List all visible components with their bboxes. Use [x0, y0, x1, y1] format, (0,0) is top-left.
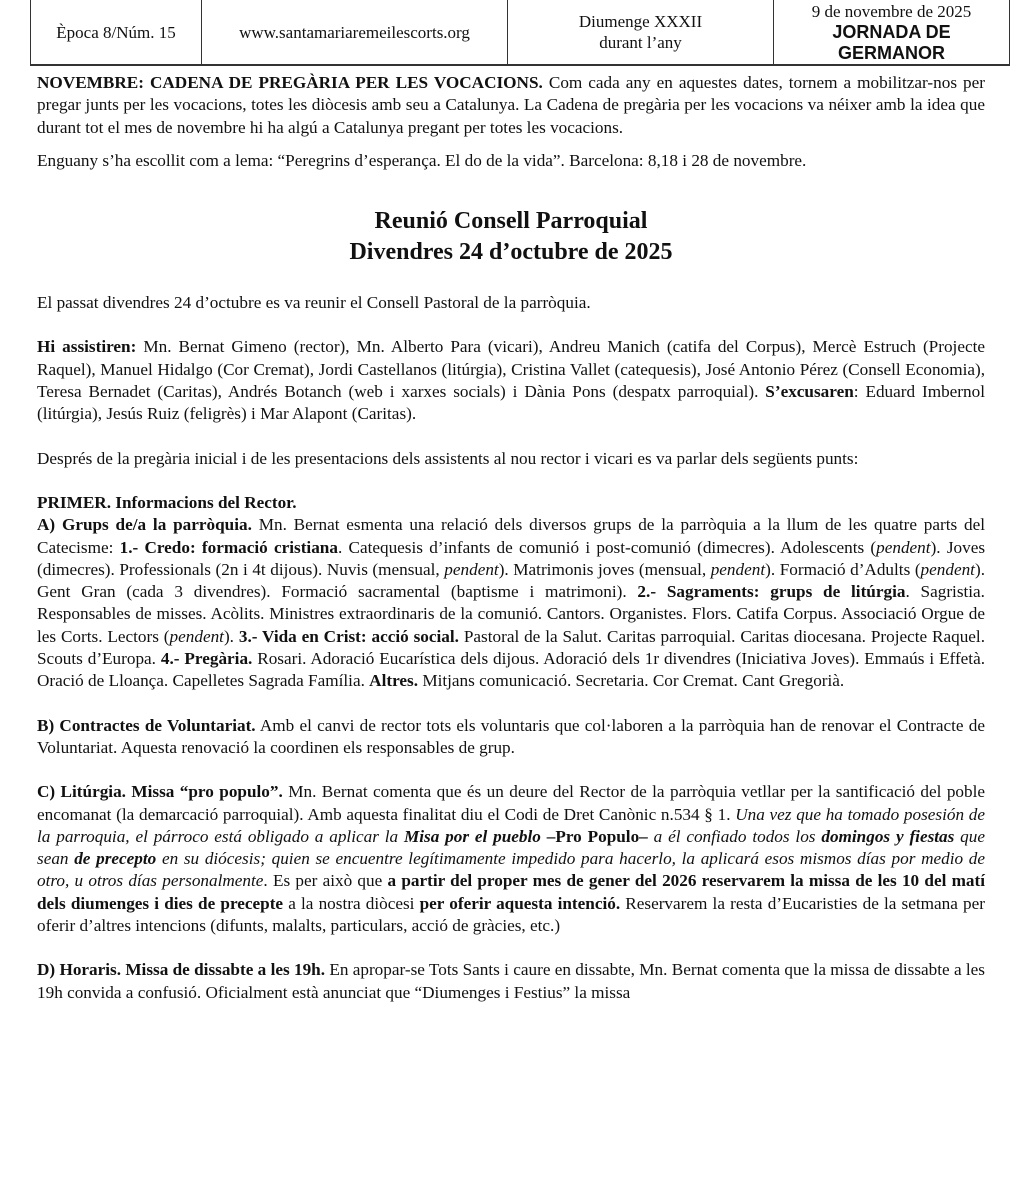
- bold-text-run: Hi assistiren:: [37, 337, 137, 357]
- italic-text-run: que sean: [37, 826, 985, 869]
- text-run: Mn. Bernat comenta que és un deure del Rector de la parròquia vetllar per la santificació del poble encomanat (la demarcació parroquial). Amb aquesta finalitat diu el Codi de Dret Canònic n.534 § 1.: [37, 782, 985, 824]
- text-run: Enguany s’ha escollit com a lema: “Peregrins d’esperança. El do de la vida”. Barcelona: 8,18 i 28 de novembre.: [37, 150, 807, 170]
- website-link[interactable]: www.santamariaremeilescorts.org: [239, 22, 470, 42]
- italic-text-run: pendent: [710, 559, 766, 579]
- italic-text-run: pendent: [169, 626, 224, 646]
- text-run: : Eduard Imbernol (litúrgia), Jesús Ruiz (feligrès) i Mar Alapont (Caritas).: [37, 382, 985, 424]
- bulletin-header: [30, 0, 1010, 66]
- bold-text-run: –Pro Populo–: [540, 826, 648, 846]
- italic-text-run: pendent: [920, 559, 975, 579]
- bold-text-run: de precepto: [74, 849, 157, 869]
- event-line1: JORNADA DE: [832, 21, 951, 42]
- bold-text-run: A) Grups de/a la parròquia.: [37, 515, 252, 535]
- text-run: Rosari. Adoració Eucarística dels dijous. Adoració dels 1r divendres (Iniciativa Joves). Emmaús i Effetà. Oració de Lloança. Capelletes Sagrada Família.: [37, 649, 985, 691]
- bold-text-run: per oferir aquesta intenció.: [419, 893, 621, 913]
- text-run: . Catequesis d’infants de comunió i post-comunió (dimecres). Adolescents (: [337, 537, 877, 557]
- section-schedules: [37, 959, 985, 1004]
- text-run: En apropar-se Tots Sants i caure en dissabte, Mn. Bernat comenta que la missa de dissabte a les 19h convida a confusió. Oficialment està anunciat que “Diumenges i Festius” la missa: [37, 960, 986, 1002]
- italic-text-run: a él confiado todos los: [647, 826, 822, 846]
- italic-text-run: en su diócesis; quien se encuentre legítimamente impedido para hacerlo, la aplicará esos mismos días por medio de otro, u otros días personalmente: [37, 849, 985, 891]
- text-run: El passat divendres 24 d’octubre es va reunir el Consell Pastoral de la parròquia.: [37, 293, 591, 313]
- bold-text-run: S’excusaren: [765, 382, 854, 402]
- bold-text-run: domingos y fiestas: [821, 826, 955, 846]
- text-run: . Es per això que: [263, 871, 388, 891]
- italic-text-run: Una vez que ha tomado posesión de la parroquia, el párroco está obligado a aplicar la: [37, 804, 985, 846]
- paragraph-intro: [37, 292, 985, 314]
- section-first-groups: [37, 492, 985, 693]
- bold-text-run: B) Contractes de Voluntariat.: [37, 715, 256, 735]
- sunday-line1: Diumenge XXXII: [578, 12, 703, 31]
- text-run: a la nostra diòcesi: [283, 893, 420, 913]
- bold-text-run: 4.- Pregària.: [160, 649, 253, 669]
- liturgical-sunday-cell: [508, 0, 774, 64]
- text-run: Com cada any en aquestes dates, tornem a mobilitzar-nos per pregar junts per les vocacions, totes les diòcesis amb seu a Catalunya. La Cadena de pregària per les vocacions va néixer amb la idea que durant tot el mes de novembre hi ha algú a Catalunya pregant per totes les vocacions.: [37, 73, 986, 137]
- bulletin-body: [37, 72, 985, 1026]
- text-run: . Sagristia. Responsables de misses. Acòlits. Ministres extraordinaris de la comunió. Cantors. Organistes. Flors. Catifa Corpus. Associació Orgue de les Corts. Lectors (: [37, 582, 985, 646]
- paragraph-agenda-intro: [37, 448, 985, 470]
- issue-number: Època 8/Núm. 15: [56, 22, 176, 42]
- bold-text-run: 3.- Vida en Crist: acció social.: [238, 626, 459, 646]
- issue-date: 9 de novembre de 2025: [811, 1, 972, 21]
- issue-cell: [31, 0, 202, 64]
- sunday-line2: durant l’any: [599, 33, 682, 52]
- text-run: ).: [223, 626, 239, 646]
- text-run: Pastoral de la Salut. Caritas parroquial. Caritas diocesana. Projecte Raquel. Scouts d’Europa.: [37, 626, 985, 669]
- text-run: Mn. Bernat esmenta una relació dels diversos grups de la parròquia a la llum de les quatre parts del Catecisme:: [37, 515, 985, 557]
- bold-text-run: C) Litúrgia. Missa “pro populo”.: [37, 782, 283, 802]
- bold-text-run: a partir del proper mes de gener del 2026 reservarem la missa de les 10 del matí dels diumenges i dies de precepte: [37, 871, 985, 913]
- paragraph-attendees: [37, 336, 985, 425]
- date-cell: [774, 0, 1009, 64]
- page-title: [37, 206, 985, 268]
- website-cell: [202, 0, 508, 64]
- text-run: ). Matrimonis joves (mensual,: [498, 559, 711, 579]
- text-run: Amb el canvi de rector tots els voluntaris que col·laboren a la parròquia han de renovar el Contracte de Voluntariat. Aquesta renovació la coordinen els responsables de grup.: [37, 715, 985, 757]
- italic-text-run: pendent: [876, 537, 931, 557]
- bold-text-run: 1.- Credo: formació cristiana: [119, 537, 338, 557]
- text-run: ). Joves (dimecres). Professionals (2n i 4t dijous). Nuvis (mensual,: [37, 537, 986, 579]
- text-run: Després de la pregària inicial i de les presentacions dels assistents al nou rector i vicari es va parlar dels següents punts:: [37, 448, 859, 468]
- text-run: ). Gent Gran (cada 3 divendres). Formació sacramental (baptisme i matrimoni).: [37, 559, 985, 602]
- bold-text-run: 2.- Sagraments: grups de litúrgia: [637, 582, 906, 602]
- bold-text-run: Misa por el pueblo: [403, 826, 541, 846]
- bold-text-run: D) Horaris. Missa de dissabte a les 19h.: [37, 960, 326, 980]
- bold-text-run: Altres.: [369, 671, 419, 691]
- title-line1: Reunió Consell Parroquial: [374, 208, 648, 235]
- text-run: ). Formació d’Adults (: [765, 559, 921, 579]
- event-line2: GERMANOR: [838, 42, 945, 63]
- italic-text-run: pendent: [444, 559, 499, 579]
- text-run: Mitjans comunicació. Secretaria. Cor Cremat. Cant Gregorià.: [418, 671, 845, 691]
- paragraph-motto: [37, 150, 985, 172]
- section-liturgy: [37, 781, 985, 937]
- text-run: Reservarem la resta d’Eucaristies de la setmana per oferir d’altres intencions (difunts, malalts, particulars, acció de gràcies, etc.): [37, 893, 985, 936]
- text-run: Mn. Bernat Gimeno (rector), Mn. Alberto Para (vicari), Andreu Manich (catifa del Corpus), Mercè Estruch (Projecte Raquel), Manuel Hidalgo (Cor Cremat), Jordi Castellanos (litúrgia), Cristina Vallet (catequesis), José Antonio Pérez (Consell Economia), Teresa Bernadet (Caritas), Andrés Botanch (web i xarxes socials) i Dània Pons (despatx parroquial).: [37, 337, 985, 402]
- section-volunteer-contracts: [37, 715, 985, 760]
- bold-text-run: NOVEMBRE: CADENA DE PREGÀRIA PER LES VOCACIONS.: [37, 73, 543, 92]
- bold-text-run: PRIMER. Informacions del Rector.: [37, 492, 297, 512]
- title-line2: Divendres 24 d’octubre de 2025: [349, 239, 673, 266]
- paragraph-vocations: [37, 72, 985, 139]
